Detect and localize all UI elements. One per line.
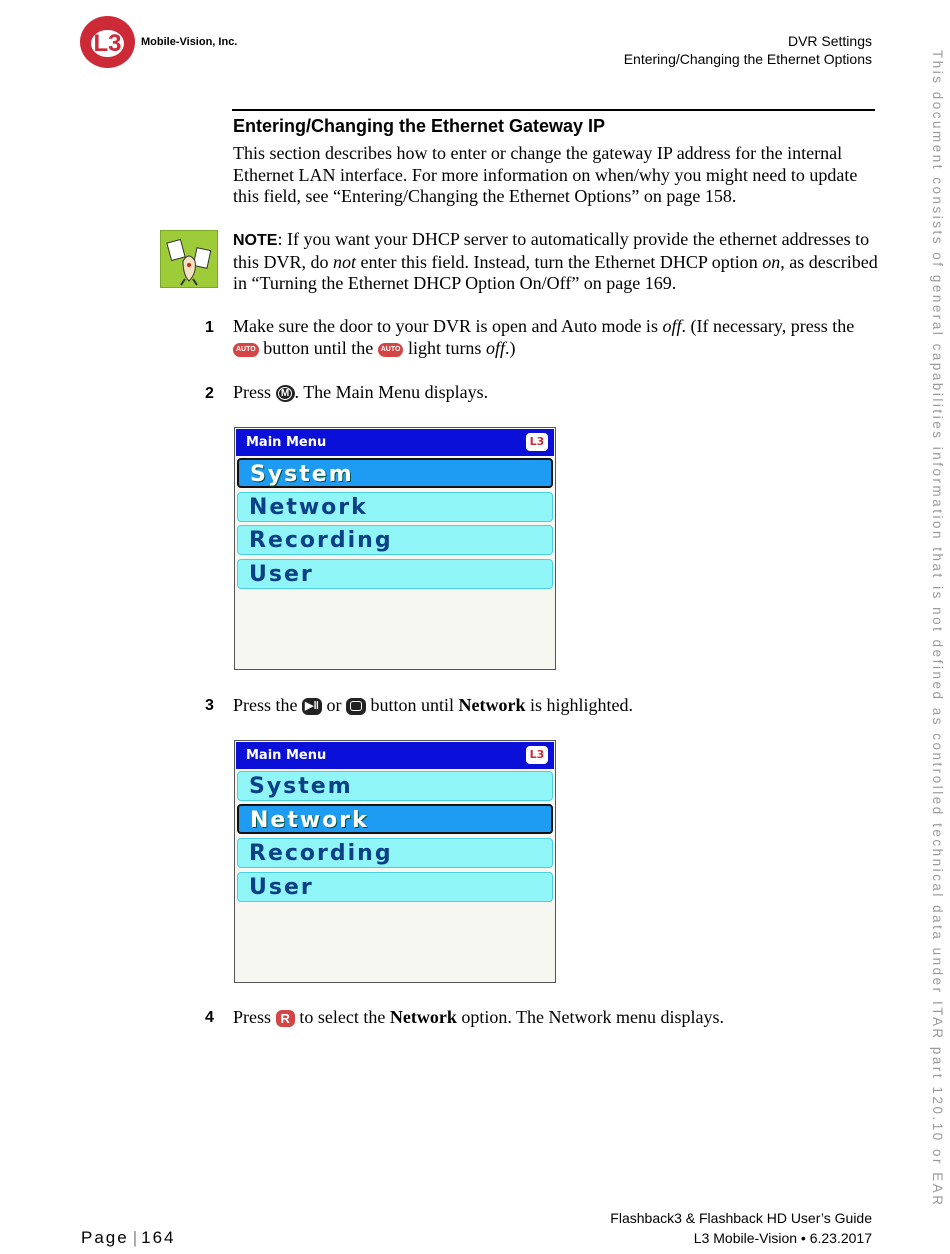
company-logo: L3: [80, 16, 135, 68]
main-menu-screenshot: [234, 427, 556, 670]
section-title: Entering/Changing the Ethernet Gateway IP: [233, 116, 606, 136]
menu-title-bar: Main Menu L3: [236, 742, 554, 769]
side-watermark: This document consists of general capabilities information that is not defined as controlled technical data under ITAR part 120.10 or EAR: [930, 50, 945, 1208]
page-number: Page | 164: [81, 1228, 176, 1247]
l3-logo-icon: L3: [526, 746, 548, 764]
play-pause-button-icon: ▶‖: [302, 698, 322, 715]
record-button-icon: R: [276, 1010, 295, 1027]
step-1-text: Make sure the door to your DVR is open and Auto mode is off. (If necessary, press the AUTO button until the AUTO light turns off.): [233, 316, 855, 358]
note-label: NOTE: [233, 232, 278, 249]
step-number: 1: [205, 319, 214, 336]
footer-edition: L3 Mobile-Vision • 6.23.2017: [693, 1230, 872, 1246]
header-section: DVR Settings: [787, 33, 872, 49]
header-subsection: Entering/Changing the Ethernet Options: [623, 51, 872, 67]
menu-button-icon: M: [276, 385, 295, 402]
note-icon: [160, 230, 218, 288]
auto-light-icon: AUTO: [378, 343, 404, 357]
menu-item-user: User: [237, 872, 553, 902]
menu-item-system: System: [237, 771, 553, 801]
auto-button-icon: AUTO: [233, 343, 259, 357]
step-2-text: Press M . The Main Menu displays.: [233, 382, 489, 402]
menu-item-recording: Recording: [237, 525, 553, 555]
l3-logo-icon: L3: [526, 433, 548, 451]
stop-button-icon: [346, 698, 366, 715]
note-paragraph: NOTE: If you want your DHCP server to automatically provide the ethernet addresses to this DVR, do not enter this field. Instead, turn the Ethernet DHCP option on, as described in “Turning the Ethernet DHCP Option On/Off” on page 169.: [233, 229, 878, 293]
step-number: 3: [205, 697, 214, 714]
header-rule: [232, 109, 875, 111]
company-name: Mobile-Vision, Inc.: [141, 36, 238, 48]
menu-item-system: System: [237, 458, 553, 488]
menu-item-network: Network: [237, 804, 553, 834]
step-number: 4: [205, 1009, 214, 1026]
step-number: 2: [205, 385, 214, 402]
menu-title-bar: Main Menu L3: [236, 429, 554, 456]
menu-item-user: User: [237, 559, 553, 589]
intro-paragraph: This section describes how to enter or change the gateway IP address for the internal Ethernet LAN interface. For more information on when/why you might need to update this field, see “Entering/Changing the Ethernet Options” on page 158.: [233, 143, 858, 206]
menu-item-recording: Recording: [237, 838, 553, 868]
step-4-text: Press R to select the Network option. The Network menu displays.: [233, 1007, 724, 1027]
step-3-text: Press the ▶‖ or button until Network is highlighted.: [233, 695, 633, 715]
menu-item-network: Network: [237, 492, 553, 522]
footer-guide-title: Flashback3 & Flashback HD User’s Guide: [610, 1210, 872, 1226]
main-menu-screenshot: [234, 740, 556, 983]
